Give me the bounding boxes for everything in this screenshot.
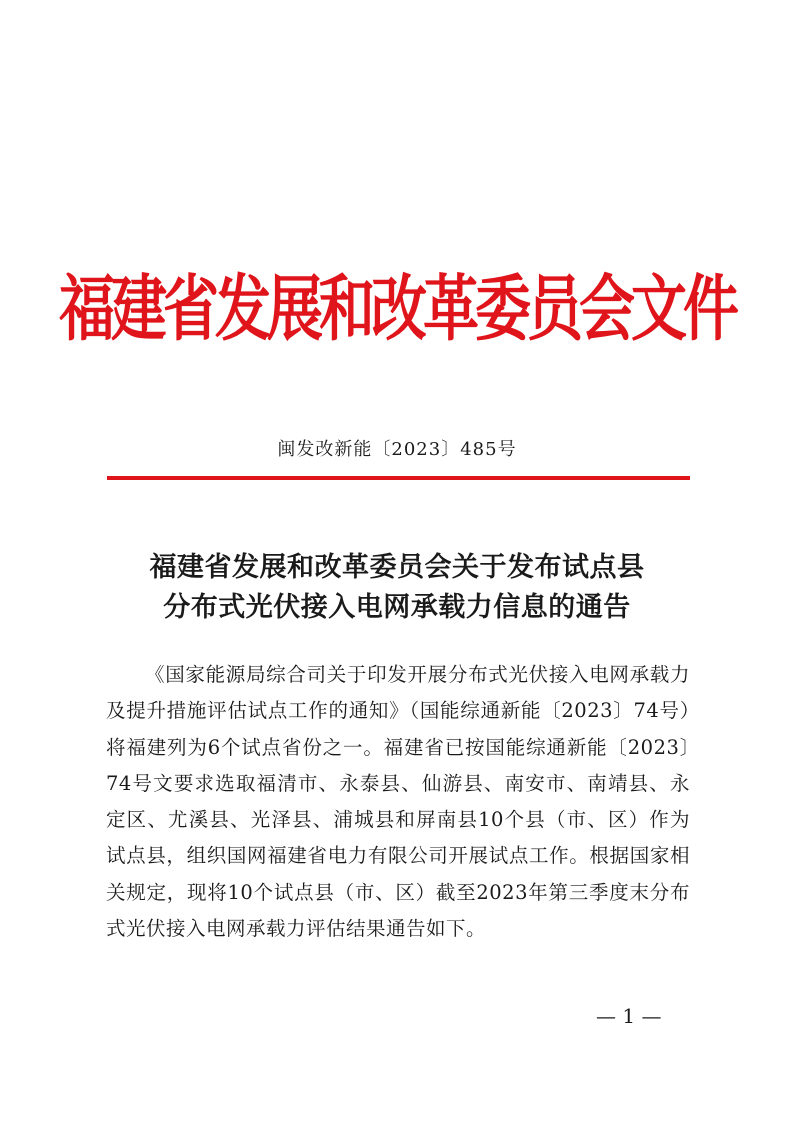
document-number: 闽发改新能〔2023〕485号 (277, 439, 517, 460)
document-title (0, 548, 794, 628)
document-title-line-2: 分布式光伏接入电网承载力信息的通告 (163, 592, 631, 623)
document-masthead: 福建省发展和改革委员会文件 (59, 266, 735, 352)
page-number: — 1 — (596, 1004, 662, 1028)
document-title-line-1: 福建省发展和改革委员会关于发布试点县 (149, 552, 645, 583)
red-separator-rule (107, 476, 690, 480)
body-paragraph: 《国家能源局综合司关于印发开展分布式光伏接入电网承载力及提升措施评估试点工作的通知》（国能综通新能〔2023〕74号）将福建列为6个试点省份之一。福建省已按国能综通新能〔2023〕74号文要求选取福清市、永泰县、仙游县、南安市、南靖县、永定区、尤溪县、光泽县、浦城县和屏南县10个县（市、区）作为试点县，组织国网福建省电力有限公司开展试点工作。根据国家相关规定，现将10个试点县（市、区）截至2023年第三季度末分布式光伏接入电网承载力评估结果通告如下。 (106, 663, 690, 941)
